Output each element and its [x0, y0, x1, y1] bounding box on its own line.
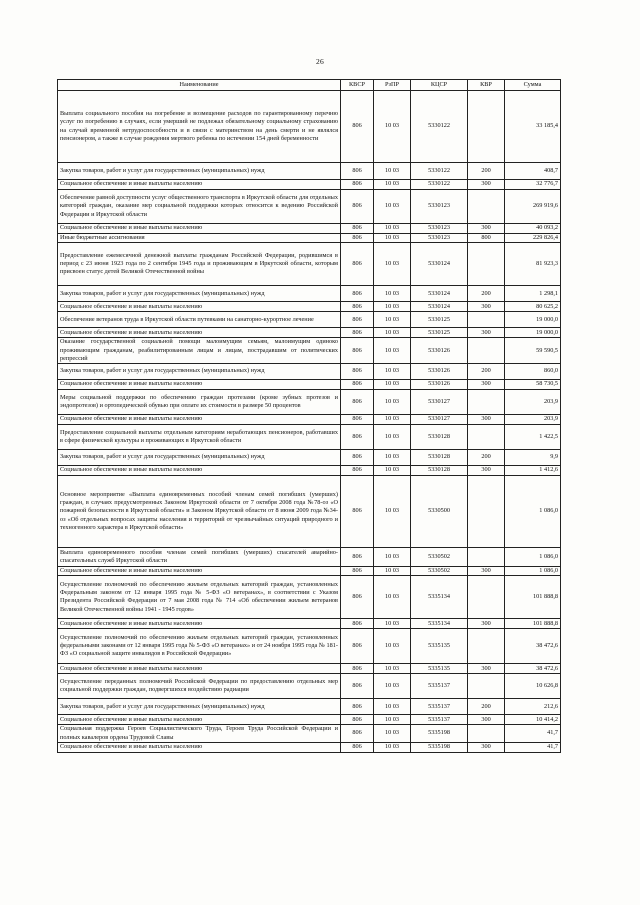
row-kvsr: 806 — [341, 466, 374, 476]
header-kvr: КВР — [468, 80, 505, 91]
row-sum: 203,9 — [505, 390, 561, 415]
row-rzpr: 10 03 — [374, 190, 411, 224]
row-kvsr: 806 — [341, 312, 374, 328]
table-row — [58, 338, 561, 364]
row-kvr — [468, 91, 505, 163]
row-kcsr: 5330126 — [411, 380, 468, 390]
table-row — [58, 476, 561, 548]
row-rzpr: 10 03 — [374, 328, 411, 338]
row-kvsr: 806 — [341, 742, 374, 752]
row-sum: 58 730,5 — [505, 380, 561, 390]
row-rzpr: 10 03 — [374, 390, 411, 415]
row-kvr: 300 — [468, 180, 505, 190]
row-sum: 81 923,3 — [505, 243, 561, 286]
row-name: Иные бюджетные ассигнования — [58, 234, 341, 243]
row-sum: 860,0 — [505, 364, 561, 380]
row-sum: 10 414,2 — [505, 715, 561, 725]
row-name: Осуществление переданных полномочий Российской Федерации по предоставлению отдельных мер социальной поддержки граждан, подвергшихся воздействию радиации — [58, 674, 341, 699]
row-sum: 408,7 — [505, 163, 561, 180]
row-rzpr: 10 03 — [374, 425, 411, 450]
row-sum: 1 086,0 — [505, 476, 561, 548]
table-header-row — [58, 80, 561, 91]
row-name: Закупка товаров, работ и услуг для государственных (муниципальных) нужд — [58, 364, 341, 380]
row-rzpr: 10 03 — [374, 664, 411, 674]
table-row — [58, 415, 561, 425]
row-sum: 9,9 — [505, 450, 561, 466]
table-row — [58, 302, 561, 312]
row-kcsr: 5330125 — [411, 328, 468, 338]
row-kcsr: 5330122 — [411, 91, 468, 163]
row-name: Основное мероприятие «Выплата единовременных пособий членам семей погибших (умерших) граждан, в случаях предусмотренных Законом Иркутской области от 7 октября 2008 года №78-оз «О пожарной безопасности в Иркутской области» и Законом Иркутской области от 8 июня 2009 года №34-оз «Об отдельных вопросах защиты населения и территорий от чрезвычайных ситуаций природного и техногенного характера в Иркутской области» — [58, 476, 341, 548]
row-name: Социальное обеспечение и иные выплаты населению — [58, 619, 341, 629]
row-kcsr: 5335137 — [411, 715, 468, 725]
table-row — [58, 180, 561, 190]
table-row — [58, 664, 561, 674]
row-kvr: 200 — [468, 163, 505, 180]
row-kvr — [468, 425, 505, 450]
table-row — [58, 619, 561, 629]
table-row — [58, 674, 561, 699]
row-kvr: 200 — [468, 364, 505, 380]
row-kcsr: 5335135 — [411, 664, 468, 674]
table-row — [58, 715, 561, 725]
row-name: Социальная поддержка Героев Социалистического Труда, Героев Труда Российской Федерации и полных кавалеров ордена Трудовой Славы — [58, 725, 341, 743]
row-kcsr: 5335198 — [411, 742, 468, 752]
row-rzpr: 10 03 — [374, 567, 411, 576]
table-row — [58, 243, 561, 286]
row-kcsr: 5330124 — [411, 286, 468, 302]
row-sum: 203,9 — [505, 415, 561, 425]
row-rzpr: 10 03 — [374, 674, 411, 699]
row-kcsr: 5330123 — [411, 234, 468, 243]
row-kvsr: 806 — [341, 286, 374, 302]
table-row — [58, 190, 561, 224]
row-kvr: 200 — [468, 450, 505, 466]
row-rzpr: 10 03 — [374, 576, 411, 619]
table-row — [58, 380, 561, 390]
row-sum: 80 625,2 — [505, 302, 561, 312]
row-kcsr: 5330127 — [411, 415, 468, 425]
row-kvsr: 806 — [341, 699, 374, 715]
row-kvr — [468, 576, 505, 619]
row-kvsr: 806 — [341, 224, 374, 234]
table-row — [58, 390, 561, 415]
row-name: Социальное обеспечение и иные выплаты населению — [58, 328, 341, 338]
row-kvsr: 806 — [341, 328, 374, 338]
row-kvsr: 806 — [341, 548, 374, 567]
table-row — [58, 450, 561, 466]
row-kcsr: 5330126 — [411, 364, 468, 380]
header-kvsr: КВСР — [341, 80, 374, 91]
row-sum: 1 086,0 — [505, 548, 561, 567]
row-kvr — [468, 390, 505, 415]
row-sum: 38 472,6 — [505, 664, 561, 674]
row-sum: 40 093,2 — [505, 224, 561, 234]
row-kvsr: 806 — [341, 476, 374, 548]
row-name: Социальное обеспечение и иные выплаты населению — [58, 664, 341, 674]
row-name: Социальное обеспечение и иные выплаты населению — [58, 180, 341, 190]
row-kvsr: 806 — [341, 302, 374, 312]
row-kcsr: 5330502 — [411, 567, 468, 576]
table-row — [58, 576, 561, 619]
row-name: Закупка товаров, работ и услуг для государственных (муниципальных) нужд — [58, 699, 341, 715]
table-row — [58, 234, 561, 243]
row-kvr — [468, 476, 505, 548]
row-kvr — [468, 312, 505, 328]
row-name: Социальное обеспечение и иные выплаты населению — [58, 302, 341, 312]
row-name: Социальное обеспечение и иные выплаты населению — [58, 380, 341, 390]
row-name: Обеспечение ветеранов труда в Иркутской области путевками на санаторно-курортное лечение — [58, 312, 341, 328]
row-kvr: 300 — [468, 302, 505, 312]
row-kcsr: 5335137 — [411, 674, 468, 699]
row-rzpr: 10 03 — [374, 312, 411, 328]
row-kvsr: 806 — [341, 629, 374, 664]
table-row — [58, 312, 561, 328]
row-name: Осуществление полномочий по обеспечению жильем отдельных категорий граждан, установленных федеральными законами от 12 января 1995 года № 5-ФЗ «О ветеранах» и от 24 ноября 1995 года № 181-ФЗ «О социальной защите инвалидов в Российской Федерации» — [58, 629, 341, 664]
row-kvr: 300 — [468, 328, 505, 338]
row-kvr: 300 — [468, 664, 505, 674]
header-name: Наименование — [58, 80, 341, 91]
row-kvsr: 806 — [341, 234, 374, 243]
row-rzpr: 10 03 — [374, 163, 411, 180]
row-kvsr: 806 — [341, 163, 374, 180]
row-kvsr: 806 — [341, 619, 374, 629]
row-name: Социальное обеспечение и иные выплаты населению — [58, 715, 341, 725]
row-kvr — [468, 674, 505, 699]
row-sum: 1 298,1 — [505, 286, 561, 302]
table-body — [58, 91, 561, 753]
row-kcsr: 5330124 — [411, 243, 468, 286]
row-kvr: 300 — [468, 567, 505, 576]
row-kcsr: 5335135 — [411, 629, 468, 664]
row-sum: 41,7 — [505, 725, 561, 743]
row-kvsr: 806 — [341, 364, 374, 380]
row-sum: 1 086,0 — [505, 567, 561, 576]
row-sum: 59 590,5 — [505, 338, 561, 364]
row-rzpr: 10 03 — [374, 742, 411, 752]
row-kvsr: 806 — [341, 674, 374, 699]
row-kvsr: 806 — [341, 190, 374, 224]
row-kvsr: 806 — [341, 180, 374, 190]
row-sum: 19 000,0 — [505, 328, 561, 338]
row-kvsr: 806 — [341, 91, 374, 163]
row-rzpr: 10 03 — [374, 699, 411, 715]
row-rzpr: 10 03 — [374, 338, 411, 364]
row-kcsr: 5330125 — [411, 312, 468, 328]
row-kcsr: 5330128 — [411, 425, 468, 450]
row-kvr: 200 — [468, 286, 505, 302]
row-name: Меры социальной поддержки по обеспечению граждан протезами (кроме зубных протезов и эндопротезов) и ортопедической обувью при оплате их стоимости в размере 50 процентов — [58, 390, 341, 415]
row-rzpr: 10 03 — [374, 380, 411, 390]
row-kvsr: 806 — [341, 415, 374, 425]
row-rzpr: 10 03 — [374, 234, 411, 243]
row-rzpr: 10 03 — [374, 364, 411, 380]
row-kcsr: 5330122 — [411, 163, 468, 180]
row-kvsr: 806 — [341, 576, 374, 619]
row-kcsr: 5335198 — [411, 725, 468, 743]
row-kvr — [468, 190, 505, 224]
table-row — [58, 328, 561, 338]
row-kvsr: 806 — [341, 567, 374, 576]
row-kcsr: 5330124 — [411, 302, 468, 312]
row-sum: 229 826,4 — [505, 234, 561, 243]
row-name: Социальное обеспечение и иные выплаты населению — [58, 567, 341, 576]
row-sum: 101 888,8 — [505, 576, 561, 619]
row-name: Закупка товаров, работ и услуг для государственных (муниципальных) нужд — [58, 450, 341, 466]
row-kcsr: 5330128 — [411, 450, 468, 466]
table-row — [58, 224, 561, 234]
row-kvr: 800 — [468, 234, 505, 243]
row-rzpr: 10 03 — [374, 415, 411, 425]
table-row — [58, 742, 561, 752]
row-rzpr: 10 03 — [374, 91, 411, 163]
row-kvr: 300 — [468, 380, 505, 390]
row-rzpr: 10 03 — [374, 715, 411, 725]
row-kcsr: 5335137 — [411, 699, 468, 715]
row-kcsr: 5330126 — [411, 338, 468, 364]
row-rzpr: 10 03 — [374, 476, 411, 548]
row-sum: 212,6 — [505, 699, 561, 715]
row-kvr — [468, 725, 505, 743]
row-sum: 269 919,6 — [505, 190, 561, 224]
table-row — [58, 725, 561, 743]
table-row — [58, 567, 561, 576]
row-kcsr: 5330123 — [411, 190, 468, 224]
header-sum: Сумма — [505, 80, 561, 91]
row-name: Закупка товаров, работ и услуг для государственных (муниципальных) нужд — [58, 163, 341, 180]
table-row — [58, 91, 561, 163]
row-name: Выплата единовременного пособия членам семей погибших (умерших) спасателей аварийно-спасательных служб Иркутской области — [58, 548, 341, 567]
row-kvr: 300 — [468, 742, 505, 752]
header-rzpr: РзПР — [374, 80, 411, 91]
row-name: Социальное обеспечение и иные выплаты населению — [58, 466, 341, 476]
row-kcsr: 5330502 — [411, 548, 468, 567]
row-sum: 38 472,6 — [505, 629, 561, 664]
table-row — [58, 163, 561, 180]
row-kcsr: 5330123 — [411, 224, 468, 234]
row-kvr: 300 — [468, 715, 505, 725]
row-kvr: 300 — [468, 466, 505, 476]
row-kvsr: 806 — [341, 425, 374, 450]
row-name: Социальное обеспечение и иные выплаты населению — [58, 742, 341, 752]
row-sum: 41,7 — [505, 742, 561, 752]
row-kvsr: 806 — [341, 338, 374, 364]
row-kvr: 300 — [468, 619, 505, 629]
budget-table — [57, 79, 561, 753]
table-row — [58, 425, 561, 450]
row-rzpr: 10 03 — [374, 466, 411, 476]
row-rzpr: 10 03 — [374, 619, 411, 629]
row-rzpr: 10 03 — [374, 629, 411, 664]
row-kcsr: 5335134 — [411, 576, 468, 619]
table-row — [58, 364, 561, 380]
row-kcsr: 5330122 — [411, 180, 468, 190]
row-kvr — [468, 629, 505, 664]
row-name: Предоставление ежемесячной денежной выплаты гражданам Российской Федерации, родившимся в период с 23 июня 1923 года по 2 сентября 1945 года и проживающим в Иркутской области, которым присвоен статус детей Великой Отечественной войны — [58, 243, 341, 286]
table-row — [58, 699, 561, 715]
row-kvsr: 806 — [341, 725, 374, 743]
row-rzpr: 10 03 — [374, 725, 411, 743]
row-kvsr: 806 — [341, 664, 374, 674]
row-kvsr: 806 — [341, 380, 374, 390]
row-name: Социальное обеспечение и иные выплаты населению — [58, 415, 341, 425]
row-kvr: 300 — [468, 224, 505, 234]
row-rzpr: 10 03 — [374, 286, 411, 302]
row-kvr — [468, 243, 505, 286]
row-kvsr: 806 — [341, 243, 374, 286]
row-kvsr: 806 — [341, 715, 374, 725]
row-name: Оказание государственной социальной помощи малоимущим семьям, малоимущим одиноко проживающим гражданам, реабилитированным лицам и лицам, пострадавшим от политических репрессий — [58, 338, 341, 364]
row-rzpr: 10 03 — [374, 302, 411, 312]
row-name: Предоставление социальной выплаты отдельным категориям неработающих пенсионеров, работавших в сфере физической культуры и проживающих в Иркутской области — [58, 425, 341, 450]
row-name: Закупка товаров, работ и услуг для государственных (муниципальных) нужд — [58, 286, 341, 302]
row-kvr: 300 — [468, 415, 505, 425]
row-rzpr: 10 03 — [374, 548, 411, 567]
row-kvsr: 806 — [341, 450, 374, 466]
row-name: Обеспечение равной доступности услуг общественного транспорта в Иркутской области для отдельных категорий граждан, оказание мер социальной поддержки которых относится к ведению Российской Федерации и Иркутской области — [58, 190, 341, 224]
row-kcsr: 5335134 — [411, 619, 468, 629]
page-number: 26 — [316, 57, 324, 66]
row-kvr — [468, 338, 505, 364]
row-kcsr: 5330128 — [411, 466, 468, 476]
table-row — [58, 286, 561, 302]
row-kcsr: 5330500 — [411, 476, 468, 548]
table-row — [58, 466, 561, 476]
row-sum: 1 422,5 — [505, 425, 561, 450]
row-name: Осуществление полномочий по обеспечению жильем отдельных категорий граждан, установленных Федеральным законом от 12 января 1995 года № 5-ФЗ «О ветеранах», в соответствии с Указом Президента Российской Федерации от 7 мая 2008 года № 714 «Об обеспечении жильем ветеранов Великой Отечественной войны 1941 - 1945 годов» — [58, 576, 341, 619]
row-rzpr: 10 03 — [374, 224, 411, 234]
row-kcsr: 5330127 — [411, 390, 468, 415]
row-rzpr: 10 03 — [374, 450, 411, 466]
row-sum: 19 000,0 — [505, 312, 561, 328]
row-sum: 101 888,8 — [505, 619, 561, 629]
row-kvsr: 806 — [341, 390, 374, 415]
row-sum: 1 412,6 — [505, 466, 561, 476]
row-kvr: 200 — [468, 699, 505, 715]
row-rzpr: 10 03 — [374, 180, 411, 190]
header-kcsr: КЦСР — [411, 80, 468, 91]
row-kvr — [468, 548, 505, 567]
row-sum: 33 185,4 — [505, 91, 561, 163]
row-sum: 10 626,8 — [505, 674, 561, 699]
row-rzpr: 10 03 — [374, 243, 411, 286]
table-row — [58, 548, 561, 567]
table-row — [58, 629, 561, 664]
row-name: Выплата социального пособия на погребение и возмещение расходов по гарантированному перечню услуг по погребению в случаях, если умерший не подлежал обязательному социальному страхованию на случай временной нетрудоспособности и в связи с материнством на день смерти и не являлся пенсионером, а также в случае рождения мертвого ребенка по истечении 154 дней беременности — [58, 91, 341, 163]
row-sum: 32 776,7 — [505, 180, 561, 190]
row-name: Социальное обеспечение и иные выплаты населению — [58, 224, 341, 234]
